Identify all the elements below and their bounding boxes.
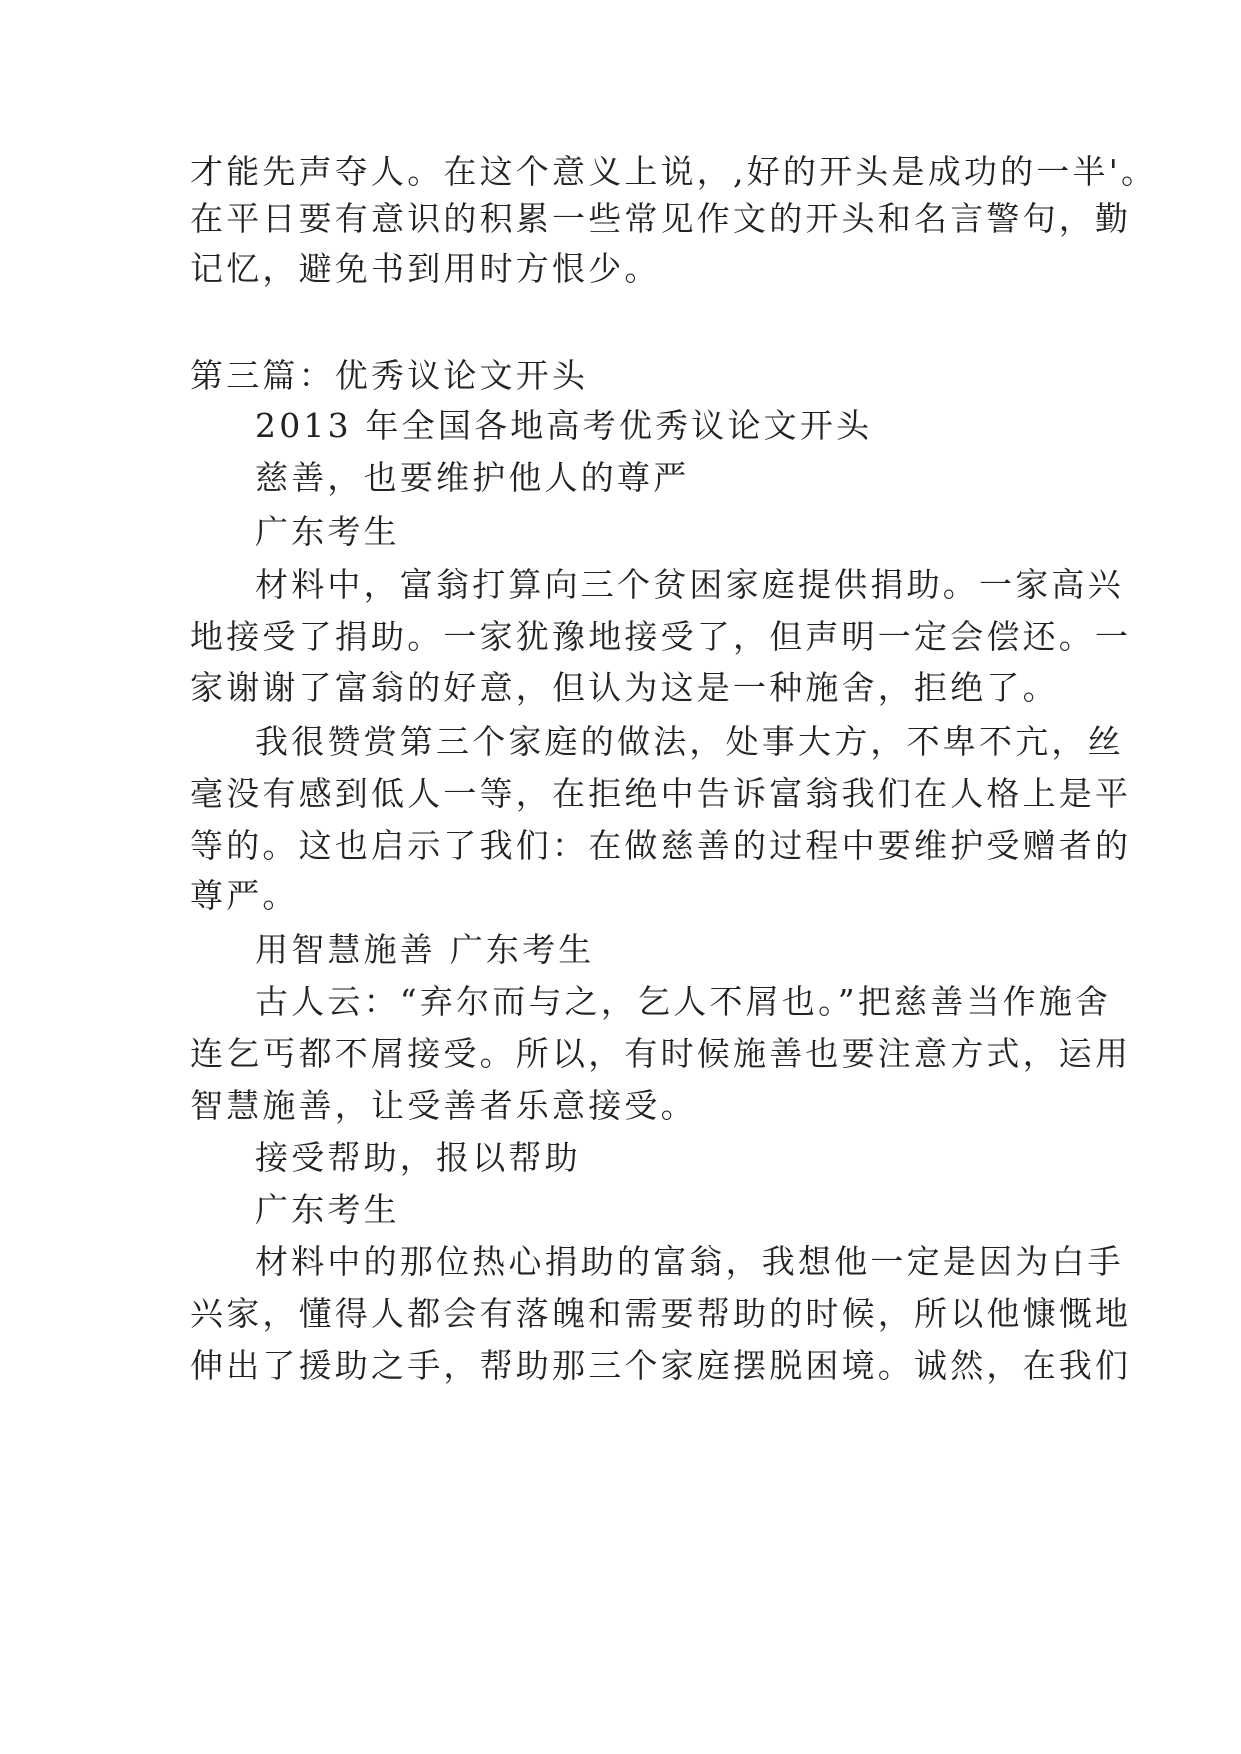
text-line: 兴家，懂得人都会有落魄和需要帮助的时候，所以他慷慨地 [190, 1294, 1132, 1333]
article-title: 2013 年全国各地高考优秀议论文开头 [255, 406, 873, 445]
essay-title: 接受帮助，报以帮助 [255, 1138, 581, 1177]
text-line: 尊严。 [190, 876, 299, 915]
text-line: 智慧施善，让受善者乐意接受。 [190, 1086, 697, 1125]
essay-title: 慈善，也要维护他人的尊严 [255, 458, 690, 497]
essay-author: 广东考生 [255, 1190, 400, 1229]
text-line: 记忆，避免书到用时方恨少。 [190, 249, 661, 288]
text-line: 才能先声夺人。在这个意义上说，,好的开头是成功的一半'。 [190, 152, 1158, 191]
essay-author: 广东考生 [255, 512, 400, 551]
text-line: 伸出了援助之手，帮助那三个家庭摆脱困境。诚然，在我们 [190, 1346, 1132, 1385]
section-heading: 第三篇：优秀议论文开头 [190, 356, 589, 395]
essay-title: 用智慧施善 广东考生 [255, 930, 595, 969]
text-line: 我很赞赏第三个家庭的做法，处事大方，不卑不亢，丝 [255, 722, 1124, 761]
text-line: 地接受了捐助。一家犹豫地接受了，但声明一定会偿还。一 [190, 617, 1132, 656]
text-line: 毫没有感到低人一等，在拒绝中告诉富翁我们在人格上是平 [190, 774, 1132, 813]
text-line: 等的。这也启示了我们：在做慈善的过程中要维护受赠者的 [190, 826, 1132, 865]
text-line: 材料中的那位热心捐助的富翁，我想他一定是因为白手 [255, 1242, 1124, 1281]
text-line: 连乞丐都不屑接受。所以，有时候施善也要注意方式，运用 [190, 1034, 1132, 1073]
text-line: 古人云：“弃尔而与之，乞人不屑也。”把慈善当作施舍 [255, 982, 1112, 1021]
text-line: 家谢谢了富翁的好意，但认为这是一种施舍，拒绝了。 [190, 668, 1059, 707]
text-line: 在平日要有意识的积累一些常见作文的开头和名言警句，勤 [190, 199, 1132, 238]
text-line: 材料中，富翁打算向三个贫困家庭提供捐助。一家高兴 [255, 565, 1124, 604]
